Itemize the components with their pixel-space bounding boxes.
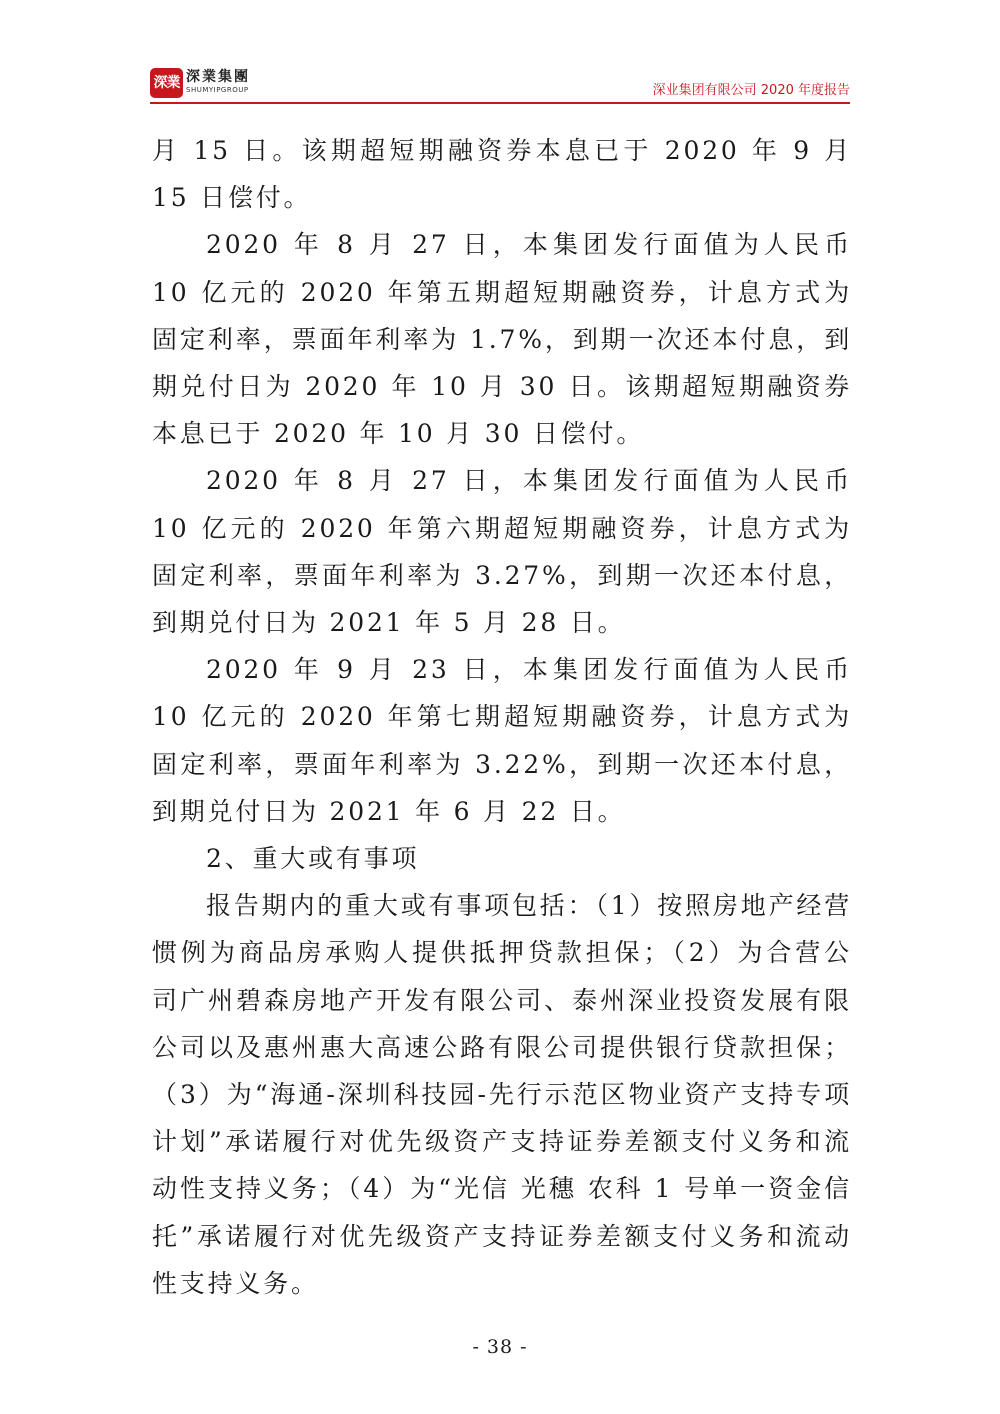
paragraph: 2020 年 9 月 23 日，本集团发行面值为人民币 10 亿元的 2020 年第七期超短期融资券，计息方式为固定利率，票面年利率为 3.22%，到期一次还本付息，到期兑付日为 2021 年 6 月 22 日。 xyxy=(152,655,852,826)
document-body xyxy=(152,127,852,1307)
logo-company-name: 深業集團 xyxy=(186,69,250,85)
logo-english-name: SHUMYIPGROUP xyxy=(186,86,249,94)
report-title: 深业集团有限公司 2020 年度报告 xyxy=(652,83,850,98)
company-logo-seal: 深業 xyxy=(150,68,183,98)
header-divider xyxy=(150,102,850,104)
section-heading: 2、重大或有事项 xyxy=(206,844,420,874)
paragraph: 月 15 日。该期超短期融资券本息已于 2020 年 9 月 15 日偿付。 xyxy=(152,136,852,213)
page-number: - 38 - xyxy=(472,1336,528,1358)
paragraph: 报告期内的重大或有事项包括：（1）按照房地产经营惯例为商品房承购人提供抵押贷款担保；（2）为合营公司广州碧森房地产开发有限公司、泰州深业投资发展有限公司以及惠州惠大高速公路有限公司提供银行贷款担保；（3）为“海通-深圳科技园-先行示范区物业资产支持专项计划”承诺履行对优先级资产支持证券差额支付义务和流动性支持义务；（4）为“光信 光穗 农科 1 号单一资金信托”承诺履行对优先级资产支持证券差额支付义务和流动性支持义务。 xyxy=(152,891,852,1298)
page-header xyxy=(150,66,850,106)
paragraph: 2020 年 8 月 27 日，本集团发行面值为人民币 10 亿元的 2020 年第五期超短期融资券，计息方式为固定利率，票面年利率为 1.7%，到期一次还本付息，到期兑付日为 2020 年 10 月 30 日。该期超短期融资券本息已于 2020 年 10 月 30 日偿付。 xyxy=(152,230,852,449)
company-logo-text xyxy=(186,68,296,98)
paragraph: 2020 年 8 月 27 日，本集团发行面值为人民币 10 亿元的 2020 年第六期超短期融资券，计息方式为固定利率，票面年利率为 3.27%，到期一次还本付息，到期兑付日为 2021 年 5 月 28 日。 xyxy=(152,466,852,638)
